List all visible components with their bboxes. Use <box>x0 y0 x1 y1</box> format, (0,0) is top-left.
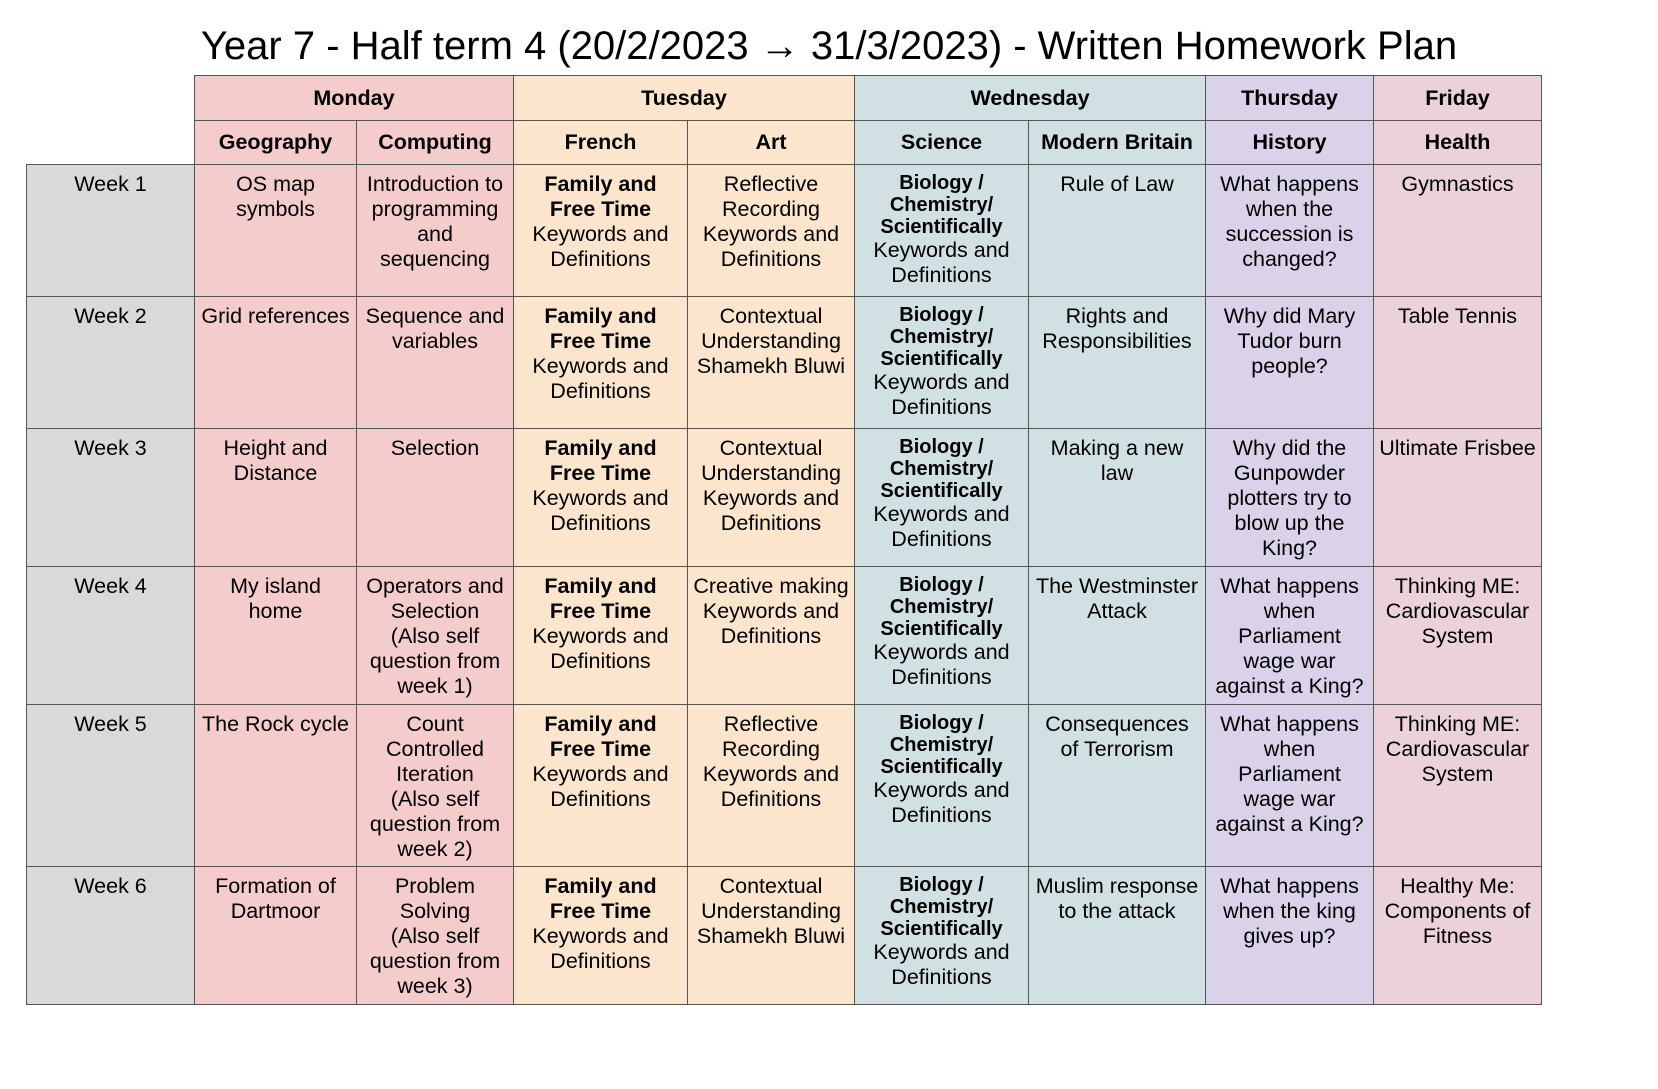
health-cell <box>1374 165 1542 297</box>
table-row <box>27 567 1542 705</box>
cell-line: Scientifically <box>880 618 1003 640</box>
cell-line: Scientifically <box>880 348 1003 370</box>
day-header-friday: Friday <box>1374 76 1542 121</box>
cell-line: Keywords and <box>702 599 840 623</box>
cell-line: Consequences <box>1045 712 1189 736</box>
week-label: Week 1 <box>27 165 195 297</box>
cell-line: Shamekh Bluwi <box>696 354 846 378</box>
cell-line: Biology / <box>899 574 984 596</box>
cell-line: week 1) <box>397 674 473 698</box>
cell-line: Thinking ME: <box>1394 712 1521 736</box>
subject-header-computing: Computing <box>357 121 514 165</box>
week-label: Week 2 <box>27 297 195 429</box>
cell-line: week 3) <box>397 974 473 998</box>
cell-line: Free Time <box>549 329 652 353</box>
science-cell <box>855 297 1029 429</box>
cell-line: Definitions <box>550 511 651 535</box>
cell-line: when <box>1263 737 1316 761</box>
cell-line: Keywords and <box>532 222 669 246</box>
cell-line: Contextual <box>719 436 823 460</box>
cell-line: Keywords and <box>702 486 840 510</box>
page-title: Year 7 - Half term 4 (20/2/2023 → 31/3/2023) - Written Homework Plan <box>200 24 1458 68</box>
subject-header-french: French <box>514 121 688 165</box>
week-rows <box>27 165 1542 1005</box>
cell-line: Parliament <box>1238 762 1341 786</box>
cell-line: Definitions <box>891 263 992 287</box>
subject-header-science: Science <box>855 121 1029 165</box>
cell-line: (Also self <box>390 787 480 811</box>
health-cell <box>1374 297 1542 429</box>
cell-line: Keywords and <box>873 370 1010 394</box>
cell-line: succession is <box>1225 222 1354 246</box>
week-label: Week 6 <box>27 867 195 1005</box>
cell-line: Rights and <box>1065 304 1169 328</box>
cell-line: System <box>1421 762 1494 786</box>
cell-line: Free Time <box>549 899 652 923</box>
cell-line: Scientifically <box>880 480 1003 502</box>
cell-line: Parliament <box>1238 624 1341 648</box>
cell-line: when <box>1263 599 1316 623</box>
computing-cell <box>357 429 514 567</box>
cell-line: Fitness <box>1422 924 1493 948</box>
cell-line: Why did the <box>1232 436 1347 460</box>
geography-cell <box>195 297 357 429</box>
cell-line: Responsibilities <box>1042 329 1192 353</box>
cell-line: Components of <box>1384 899 1531 923</box>
cell-line: Scientifically <box>880 756 1003 778</box>
cell-line: Grid references <box>201 304 350 328</box>
cell-line: when the <box>1245 197 1334 221</box>
cell-line: Tudor burn <box>1237 329 1342 353</box>
table-row <box>27 165 1542 297</box>
cell-line: Keywords and <box>873 502 1010 526</box>
cell-line: Scientifically <box>880 918 1003 940</box>
cell-line: Definitions <box>720 624 822 648</box>
cell-line: Free Time <box>549 737 652 761</box>
cell-line: Definitions <box>720 787 822 811</box>
french-cell <box>514 297 688 429</box>
cell-line: and <box>417 222 453 246</box>
cell-line: Family and <box>544 172 657 196</box>
cell-line: Definitions <box>720 247 822 271</box>
day-header-tuesday: Tuesday <box>514 76 855 121</box>
subject-header-art: Art <box>688 121 855 165</box>
week-label: Week 3 <box>27 429 195 567</box>
cell-line: Definitions <box>891 395 992 419</box>
modern-britain-cell <box>1029 165 1206 297</box>
cell-line: Biology / <box>899 436 984 458</box>
cell-line: wage war <box>1243 649 1336 673</box>
cell-line: Gymnastics <box>1401 172 1514 196</box>
cell-line: Understanding <box>701 329 841 353</box>
geography-cell <box>195 567 357 705</box>
cell-line: Chemistry/ <box>889 896 994 918</box>
cell-line: Definitions <box>891 527 992 551</box>
cell-line: Formation of <box>215 874 336 898</box>
cell-line: System <box>1421 624 1494 648</box>
art-cell <box>688 165 855 297</box>
day-header-wednesday: Wednesday <box>855 76 1206 121</box>
corner-blank <box>27 76 195 121</box>
cell-line: Iteration <box>396 762 474 786</box>
cell-line: Keywords and <box>532 624 669 648</box>
cell-line: programming <box>371 197 499 221</box>
cell-line: Distance <box>233 461 318 485</box>
cell-line: Reflective <box>723 172 819 196</box>
science-cell <box>855 429 1029 567</box>
cell-line: Creative making <box>693 574 849 598</box>
french-cell <box>514 429 688 567</box>
french-cell <box>514 867 688 1005</box>
cell-line: Scientifically <box>880 216 1003 238</box>
cell-line: Keywords and <box>873 238 1010 262</box>
cell-line: Keywords and <box>873 778 1010 802</box>
cell-line: Shamekh Bluwi <box>696 924 846 948</box>
cell-line: Keywords and <box>532 486 669 510</box>
cell-line: Table Tennis <box>1397 304 1518 328</box>
cell-line: Controlled <box>386 737 484 761</box>
cell-line: of Terrorism <box>1060 737 1174 761</box>
science-cell <box>855 567 1029 705</box>
cell-line: wage war <box>1243 787 1336 811</box>
cell-line: Biology / <box>899 712 984 734</box>
cell-line: Problem <box>394 874 476 898</box>
cell-line: Selection <box>390 436 480 460</box>
day-header-row <box>27 76 1542 121</box>
cell-line: My island <box>230 574 321 598</box>
geography-cell <box>195 705 357 867</box>
cell-line: symbols <box>236 197 315 221</box>
modern-britain-cell <box>1029 867 1206 1005</box>
cell-line: gives up? <box>1243 924 1336 948</box>
cell-line: What happens <box>1220 574 1359 598</box>
science-cell <box>855 867 1029 1005</box>
cell-line: Keywords and <box>873 640 1010 664</box>
cell-line: Contextual <box>719 304 823 328</box>
cell-line: Definitions <box>550 247 651 271</box>
cell-line: Muslim response <box>1035 874 1199 898</box>
health-cell <box>1374 867 1542 1005</box>
history-cell <box>1206 429 1374 567</box>
week-label: Week 4 <box>27 567 195 705</box>
health-cell <box>1374 705 1542 867</box>
cell-line: Keywords and <box>532 762 669 786</box>
cell-line: home <box>248 599 303 623</box>
cell-line: against a King? <box>1215 812 1364 836</box>
modern-britain-cell <box>1029 429 1206 567</box>
homework-plan-table <box>26 75 1542 1005</box>
geography-cell <box>195 165 357 297</box>
science-cell <box>855 705 1029 867</box>
cell-line: Definitions <box>550 379 651 403</box>
cell-line: Keywords and <box>532 354 669 378</box>
history-cell <box>1206 297 1374 429</box>
cell-line: Family and <box>544 574 657 598</box>
cell-line: The Rock cycle <box>202 712 349 736</box>
cell-line: Keywords and <box>702 762 840 786</box>
art-cell <box>688 867 855 1005</box>
health-cell <box>1374 429 1542 567</box>
cell-line: What happens <box>1220 172 1359 196</box>
history-cell <box>1206 867 1374 1005</box>
week-label: Week 5 <box>27 705 195 867</box>
cell-line: Biology / <box>899 172 984 194</box>
health-cell <box>1374 567 1542 705</box>
cell-line: Height and <box>223 436 328 460</box>
computing-cell <box>357 297 514 429</box>
cell-line: Healthy Me: <box>1400 874 1515 898</box>
history-cell <box>1206 567 1374 705</box>
computing-cell <box>357 165 514 297</box>
cell-line: blow up the <box>1234 511 1345 535</box>
modern-britain-cell <box>1029 567 1206 705</box>
cell-line: Free Time <box>549 197 652 221</box>
computing-cell <box>357 567 514 705</box>
cell-line: What happens <box>1220 712 1359 736</box>
cell-line: Attack <box>1087 599 1147 623</box>
cell-line: Understanding <box>701 899 841 923</box>
cell-line: Definitions <box>891 665 992 689</box>
cell-line: Introduction to <box>366 172 504 196</box>
cell-line: Free Time <box>549 461 652 485</box>
cell-line: OS map <box>236 172 315 196</box>
cell-line: King? <box>1262 536 1317 560</box>
cell-line: Cardiovascular <box>1385 599 1530 623</box>
cell-line: Gunpowder <box>1233 461 1346 485</box>
french-cell <box>514 165 688 297</box>
french-cell <box>514 567 688 705</box>
cell-line: Biology / <box>899 304 984 326</box>
cell-line: Keywords and <box>702 222 840 246</box>
cell-line: Operators and <box>366 574 504 598</box>
cell-line: Chemistry/ <box>889 194 994 216</box>
cell-line: question from <box>369 812 501 836</box>
cell-line: (Also self <box>390 624 480 648</box>
cell-line: question from <box>369 649 501 673</box>
cell-line: Chemistry/ <box>889 326 994 348</box>
day-header-monday: Monday <box>195 76 514 121</box>
art-cell <box>688 297 855 429</box>
cell-line: when the king <box>1223 899 1356 923</box>
geography-cell <box>195 429 357 567</box>
cell-line: Recording <box>722 197 820 221</box>
cell-line: plotters try to <box>1227 486 1352 510</box>
history-cell <box>1206 705 1374 867</box>
cell-line: Keywords and <box>532 924 669 948</box>
cell-line: Reflective <box>723 712 819 736</box>
art-cell <box>688 429 855 567</box>
cell-line: Biology / <box>899 874 984 896</box>
cell-line: Count <box>406 712 464 736</box>
art-cell <box>688 567 855 705</box>
cell-line: week 2) <box>397 837 473 861</box>
subject-header-health: Health <box>1374 121 1542 165</box>
cell-line: to the attack <box>1058 899 1176 923</box>
table-row <box>27 705 1542 867</box>
cell-line: Cardiovascular <box>1385 737 1530 761</box>
cell-line: Definitions <box>550 649 651 673</box>
cell-line: Rule of Law <box>1060 172 1174 196</box>
cell-line: Family and <box>544 436 657 460</box>
subject-header-geography: Geography <box>195 121 357 165</box>
cell-line: Keywords and <box>873 940 1010 964</box>
art-cell <box>688 705 855 867</box>
cell-line: Thinking ME: <box>1394 574 1521 598</box>
cell-line: against a King? <box>1215 674 1364 698</box>
cell-line: law <box>1100 461 1134 485</box>
cell-line: Definitions <box>891 803 992 827</box>
cell-line: changed? <box>1242 247 1337 271</box>
cell-line: What happens <box>1220 874 1359 898</box>
cell-line: Definitions <box>550 787 651 811</box>
cell-line: Why did Mary <box>1223 304 1356 328</box>
cell-line: The Westminster <box>1035 574 1199 598</box>
subject-header-row <box>27 121 1542 165</box>
cell-line: Sequence and <box>365 304 505 328</box>
cell-line: question from <box>369 949 501 973</box>
cell-line: Family and <box>544 874 657 898</box>
computing-cell <box>357 867 514 1005</box>
french-cell <box>514 705 688 867</box>
cell-line: sequencing <box>380 247 490 271</box>
modern-britain-cell <box>1029 297 1206 429</box>
cell-line: Definitions <box>720 511 822 535</box>
computing-cell <box>357 705 514 867</box>
subject-header-modern-britain: Modern Britain <box>1029 121 1206 165</box>
cell-line: (Also self <box>390 924 480 948</box>
day-header-thursday: Thursday <box>1206 76 1374 121</box>
cell-line: Making a new <box>1050 436 1184 460</box>
cell-line: Dartmoor <box>230 899 321 923</box>
cell-line: Contextual <box>719 874 823 898</box>
cell-line: Recording <box>722 737 820 761</box>
subject-header-history: History <box>1206 121 1374 165</box>
cell-line: Definitions <box>891 965 992 989</box>
cell-line: Understanding <box>701 461 841 485</box>
table-row <box>27 429 1542 567</box>
corner-blank-2 <box>27 121 195 165</box>
modern-britain-cell <box>1029 705 1206 867</box>
cell-line: Chemistry/ <box>889 734 994 756</box>
table-row <box>27 867 1542 1005</box>
cell-line: Free Time <box>549 599 652 623</box>
cell-line: Selection <box>390 599 480 623</box>
geography-cell <box>195 867 357 1005</box>
cell-line: Chemistry/ <box>889 596 994 618</box>
cell-line: Definitions <box>550 949 651 973</box>
cell-line: Family and <box>544 304 657 328</box>
cell-line: variables <box>391 329 479 353</box>
cell-line: Ultimate Frisbee <box>1379 436 1536 460</box>
cell-line: Family and <box>544 712 657 736</box>
cell-line: people? <box>1251 354 1328 378</box>
table-row <box>27 297 1542 429</box>
history-cell <box>1206 165 1374 297</box>
cell-line: Chemistry/ <box>889 458 994 480</box>
cell-line: Solving <box>399 899 471 923</box>
science-cell <box>855 165 1029 297</box>
